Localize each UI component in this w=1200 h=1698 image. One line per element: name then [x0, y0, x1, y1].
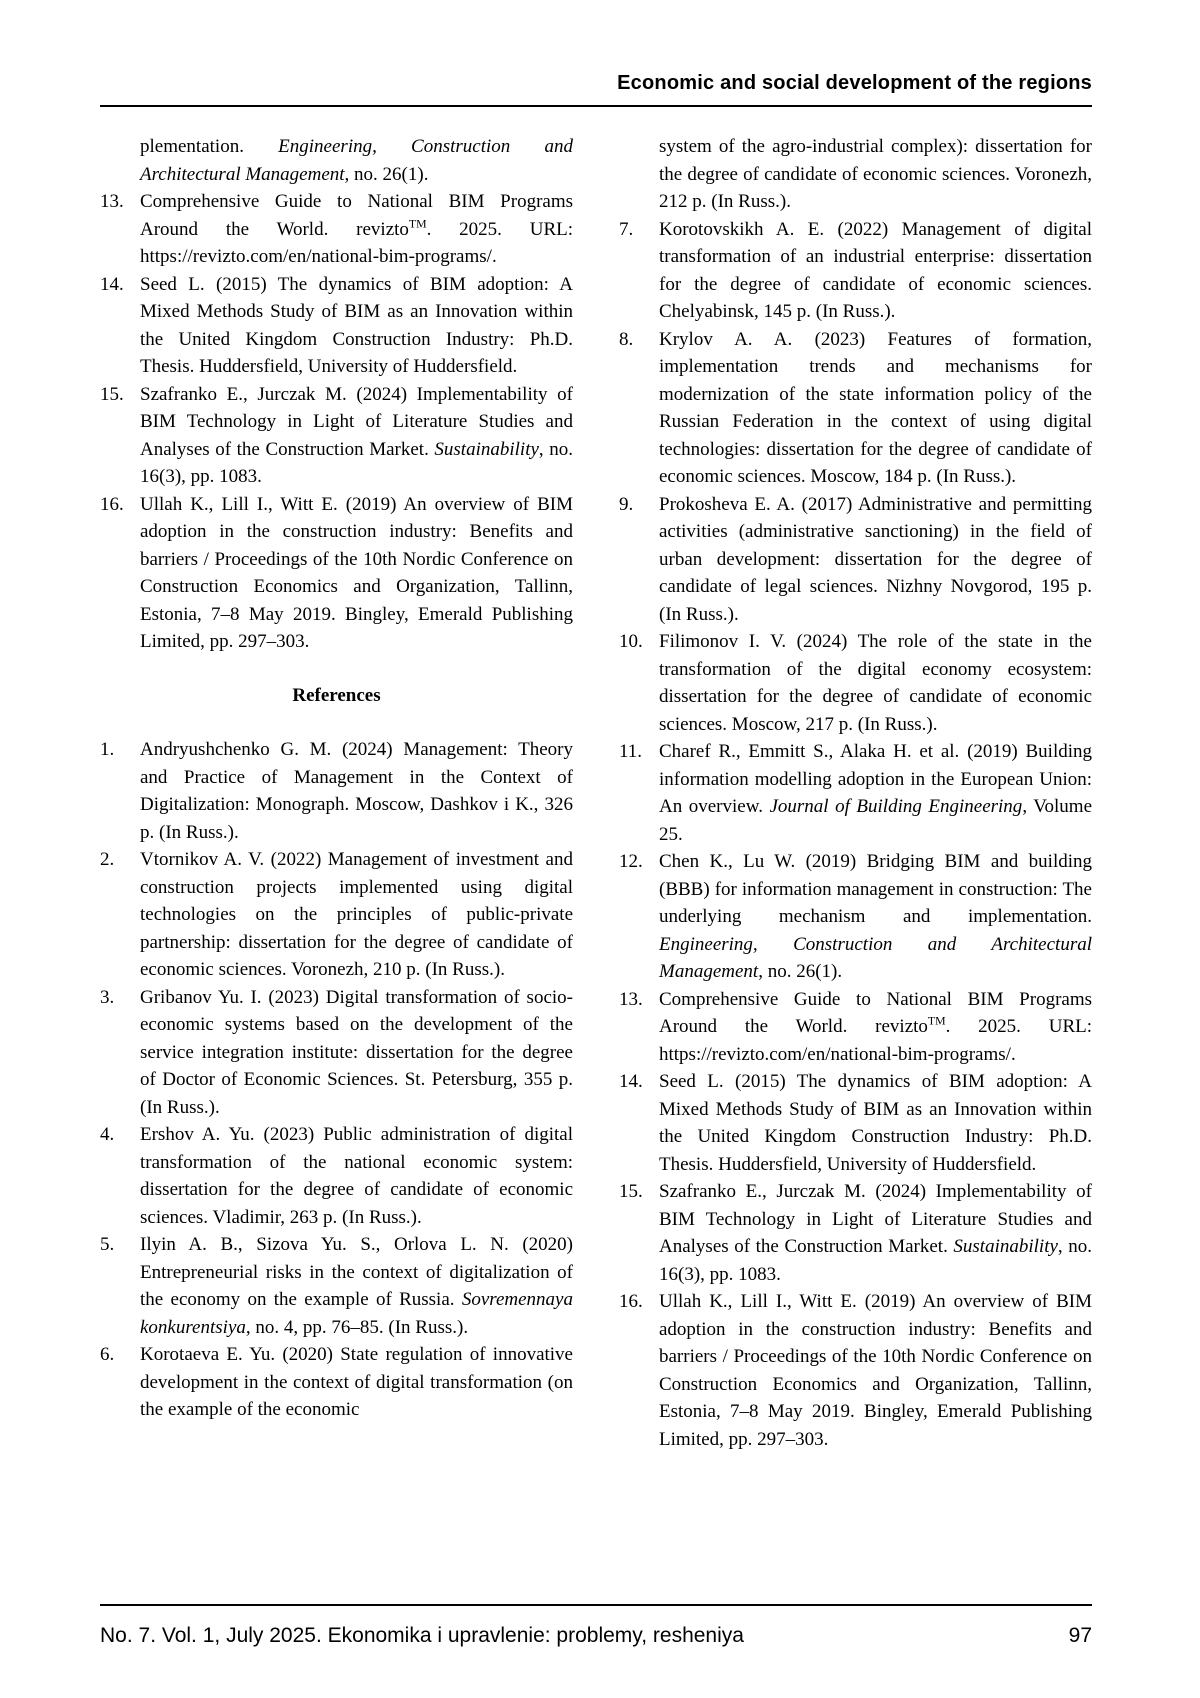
references-heading: References — [292, 684, 381, 706]
reference-text: Chen K., Lu W. (2019) Bridging BIM and building (BBB) for information management in construction: The underlying mechanism and implementation. Engineering, Construction and Architectural Management, no. 26(1). — [659, 851, 1092, 982]
reference-number: 16. — [619, 1291, 643, 1312]
reference-text: Comprehensive Guide to National BIM Programs Around the World. revizto™. 2025. URL: https://revizto.com/en/national-bim-programs/. — [659, 988, 1092, 1065]
reference-item — [619, 491, 1092, 629]
reference-number: 1. — [100, 739, 115, 760]
reference-number: 5. — [100, 1234, 115, 1255]
page-content — [100, 133, 1092, 1604]
reference-item — [100, 271, 573, 381]
reference-text: Gribanov Yu. I. (2023) Digital transformation of socio-economic systems based on the development of the service integration institute: dissertation for the degree of Doctor of Economic Sciences. St. Petersburg, 355 p. (In Russ.). — [140, 986, 573, 1118]
reference-item — [100, 1121, 573, 1231]
reference-number: 15. — [619, 1181, 643, 1202]
reference-number: 12. — [619, 851, 643, 872]
reference-text: Szafranko E., Jurczak M. (2024) Implementability of BIM Technology in Light of Literature Studies and Analyses of the Construction Market. Sustainability, no. 16(3), pp. 1083. — [659, 1181, 1092, 1285]
footer-page-number: 97 — [1068, 1624, 1092, 1647]
reference-text: Krylov A. A. (2023) Features of formation, implementation trends and mechanisms for modernization of the state information policy of the Russian Federation in the context of using digital technologies: dissertation for the degree of candidate of economic sciences. Moscow, 184 p. (In Russ.). — [659, 328, 1092, 487]
column-left — [100, 133, 573, 1604]
reference-text: Seed L. (2015) The dynamics of BIM adoption: A Mixed Methods Study of BIM as an Innovation within the United Kingdom Construction Industry: Ph.D. Thesis. Huddersfield, University of Huddersfield. — [659, 1071, 1092, 1175]
reference-item — [619, 1068, 1092, 1178]
reference-number: 10. — [619, 631, 643, 652]
reference-item — [619, 738, 1092, 848]
reference-item — [619, 1178, 1092, 1288]
continuation-paragraph: plementation. Engineering, Construction and Architectural Management, no. 26(1). — [140, 136, 574, 185]
reference-item — [100, 984, 573, 1122]
reference-item — [100, 736, 573, 846]
reference-item — [619, 326, 1092, 491]
reference-number: 16. — [100, 493, 124, 515]
reference-item — [100, 491, 573, 656]
reference-text: Seed L. (2015) The dynamics of BIM adoption: A Mixed Methods Study of BIM as an Innovation within the United Kingdom Construction Industry: Ph.D. Thesis. Huddersfield, University of Huddersfield. — [140, 273, 573, 377]
footer-journal-info: No. 7. Vol. 1, July 2025. Ekonomika i upravlenie: problemy, resheniya — [100, 1624, 744, 1647]
page-footer — [100, 1604, 1092, 1648]
reference-text: Korotaeva E. Yu. (2020) State regulation of innovative development in the context of digital transformation (on the example of the economic — [140, 1344, 573, 1420]
reference-item — [619, 986, 1092, 1069]
reference-item — [100, 1231, 573, 1341]
reference-item — [100, 381, 573, 491]
reference-item — [100, 846, 573, 984]
reference-item — [619, 216, 1092, 326]
reference-item — [619, 1288, 1092, 1453]
reference-number: 13. — [619, 988, 643, 1010]
reference-text: Prokosheva E. A. (2017) Administrative and permitting activities (administrative sanctioning) in the field of urban development: dissertation for the degree of candidate of legal sciences. Nizhny Novgorod, 195 p. (In Russ.). — [659, 493, 1092, 625]
reference-text: Filimonov I. V. (2024) The role of the state in the transformation of the digital economy ecosystem: dissertation for the degree of candidate of economic sciences. Moscow, 217 p. (In Russ.). — [659, 631, 1092, 735]
reference-number: 6. — [100, 1344, 115, 1365]
reference-text: Ilyin A. B., Sizova Yu. S., Orlova L. N. (2020) Entrepreneurial risks in the context of digitalization of the economy on the example of Russia. Sovremennaya konkurentsiya, no. 4, pp. 76–85. (In Russ.). — [140, 1234, 573, 1338]
reference-number: 8. — [619, 328, 634, 350]
reference-text: Ershov A. Yu. (2023) Public administration of digital transformation of the national economic system: dissertation for the degree of candidate of economic sciences. Vladimir, 263 p. (In Russ.). — [140, 1124, 573, 1228]
reference-text: Szafranko E., Jurczak M. (2024) Implementability of BIM Technology in Light of Literature Studies and Analyses of the Construction Market. Sustainability, no. 16(3), pp. 1083. — [140, 383, 573, 487]
reference-number: 9. — [619, 493, 634, 515]
reference-text: Korotovskikh A. E. (2022) Management of digital transformation of an industrial enterprise: dissertation for the degree of candidate of economic sciences. Chelyabinsk, 145 p. (In Russ.). — [659, 218, 1092, 322]
reference-list — [619, 216, 1092, 1454]
reference-list — [100, 736, 573, 1424]
reference-item — [100, 188, 573, 271]
running-head-title: Economic and social development of the regions — [617, 72, 1092, 94]
continuation-paragraph: system of the agro-industrial complex): dissertation for the degree of candidate of economic sciences. Voronezh, 212 p. (In Russ.). — [659, 136, 1092, 212]
reference-text: Ullah K., Lill I., Witt E. (2019) An overview of BIM adoption in the construction industry: Benefits and barriers / Proceedings of the 10th Nordic Conference on Construction Economics and Organization, Tallinn, Estonia, 7–8 May 2019. Bingley, Emerald Publishing Limited, pp. 297–303. — [659, 1291, 1092, 1450]
reference-number: 13. — [100, 191, 124, 212]
reference-number: 15. — [100, 383, 124, 405]
header-rule — [100, 105, 1092, 107]
reference-number: 2. — [100, 849, 115, 870]
reference-number: 14. — [619, 1071, 643, 1092]
reference-item — [619, 848, 1092, 986]
reference-text: Andryushchenko G. M. (2024) Management: Theory and Practice of Management in the Context of Digitalization: Monograph. Moscow, Dashkov i K., 326 p. (In Russ.). — [140, 739, 573, 843]
reference-number: 4. — [100, 1124, 115, 1145]
reference-list-top — [100, 188, 573, 656]
reference-text: Ullah K., Lill I., Witt E. (2019) An overview of BIM adoption in the construction industry: Benefits and barriers / Proceedings of the 10th Nordic Conference on Construction Economics and Organization, Tallinn, Estonia, 7–8 May 2019. Bingley, Emerald Publishing Limited, pp. 297–303. — [140, 493, 573, 652]
reference-number: 7. — [619, 218, 634, 240]
column-right — [619, 133, 1092, 1604]
reference-item — [100, 1341, 573, 1424]
reference-text: Comprehensive Guide to National BIM Programs Around the World. revizto™. 2025. URL: https://revizto.com/en/national-bim-programs/. — [140, 191, 574, 267]
reference-text: Charef R., Emmitt S., Alaka H. et al. (2019) Building information modelling adoption in the European Union: An overview. Journal of Building Engineering, Volume 25. — [659, 741, 1092, 845]
reference-item — [619, 628, 1092, 738]
reference-number: 14. — [100, 273, 124, 295]
reference-number: 3. — [100, 986, 115, 1008]
reference-text: Vtornikov A. V. (2022) Management of investment and construction projects implemented using digital technologies on the principles of public-private partnership: dissertation for the degree of candidate of economic sciences. Voronezh, 210 p. (In Russ.). — [140, 849, 573, 980]
reference-number: 11. — [619, 741, 643, 762]
